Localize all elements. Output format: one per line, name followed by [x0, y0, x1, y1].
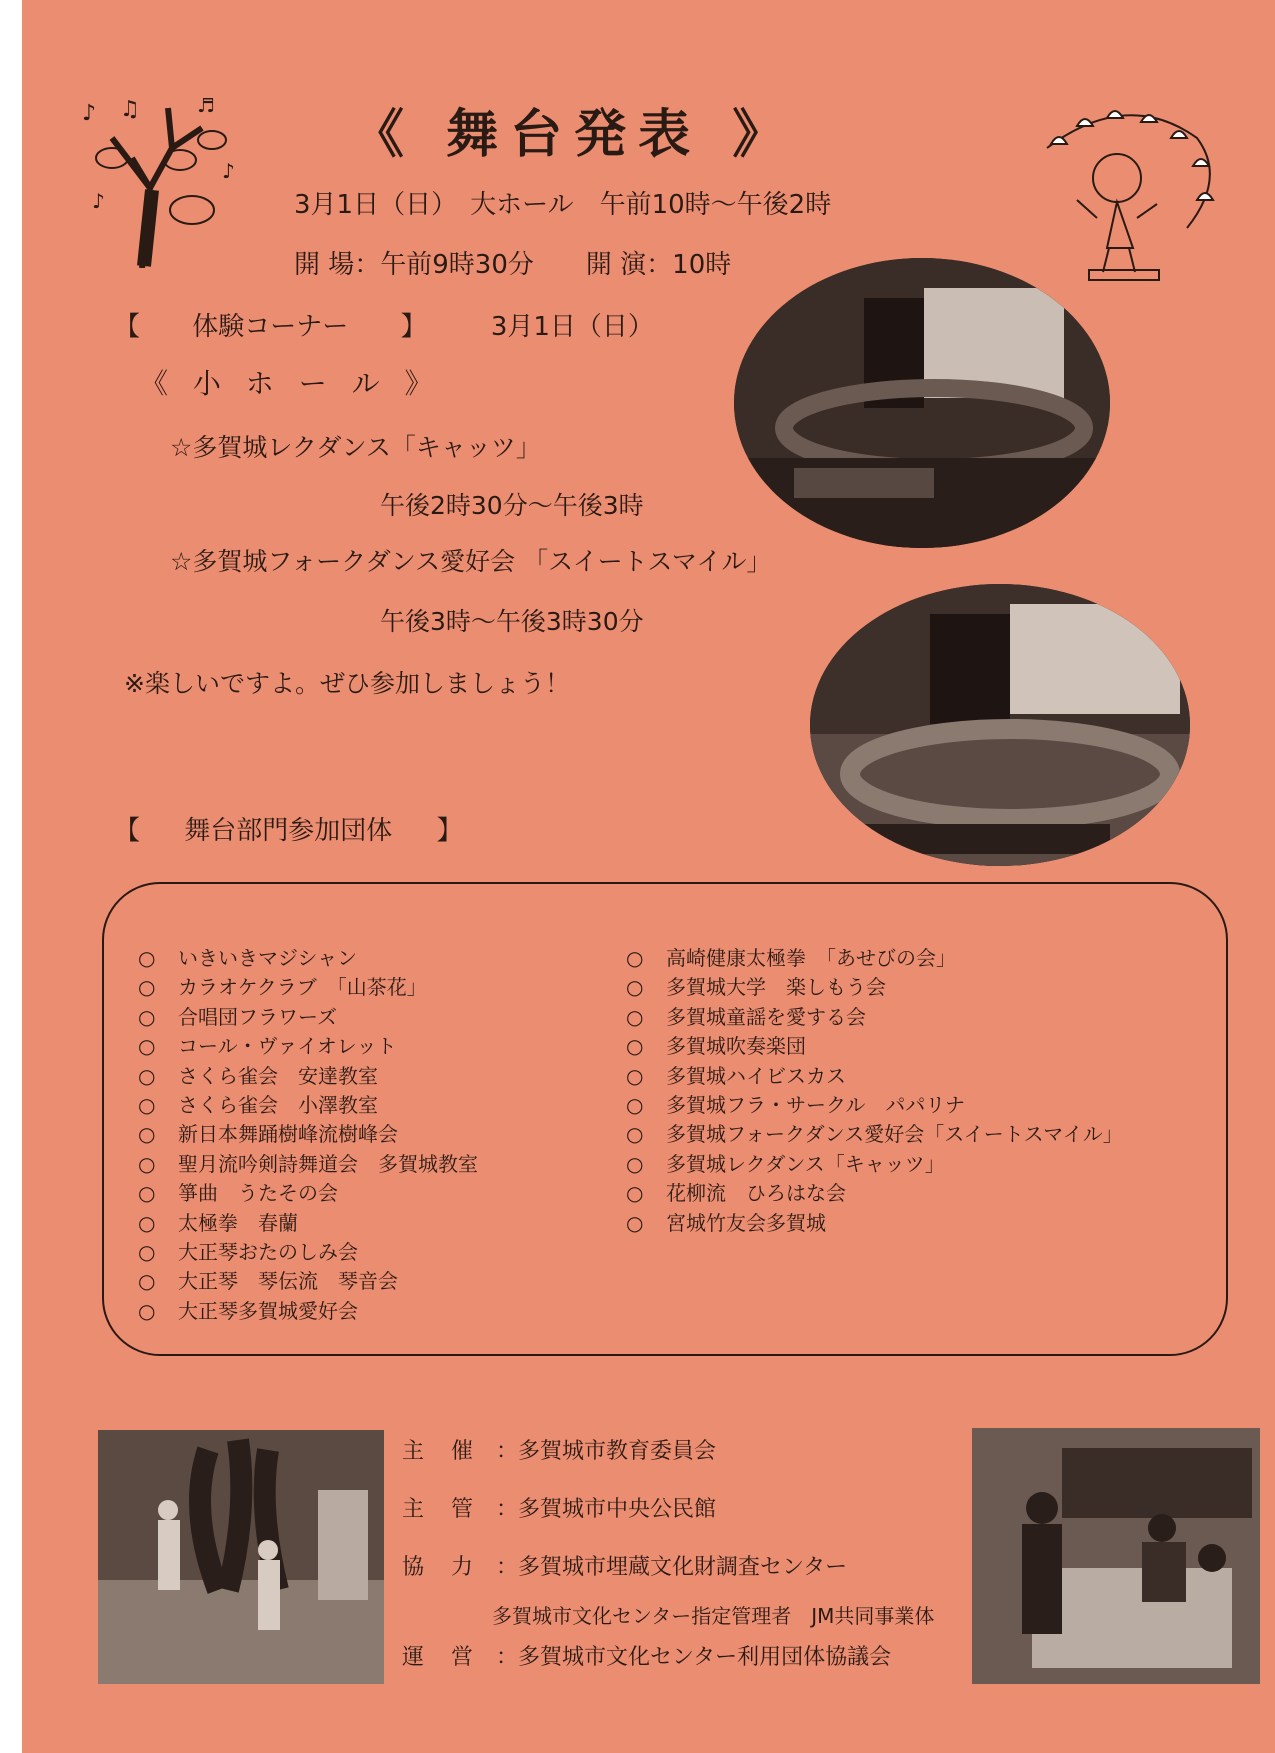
credit-coop-role: 協 力: [402, 1555, 483, 1580]
circle-bullet-icon: ○: [138, 1092, 156, 1117]
group-name: さくら雀会 小澤教室: [178, 1092, 378, 1117]
group-name: 新日本舞踊樹峰流樹峰会: [178, 1122, 398, 1147]
circle-bullet-icon: ○: [138, 1269, 156, 1294]
groups-list-left: [138, 944, 478, 1326]
group-item: [626, 1032, 1123, 1061]
circle-bullet-icon: ○: [138, 975, 156, 1000]
activity-1-time: 午後2時30分～午後3時: [380, 491, 644, 520]
group-name: 大正琴おたのしみ会: [178, 1239, 358, 1264]
credit-cooperation: [402, 1550, 847, 1581]
circle-bullet-icon: ○: [138, 1239, 156, 1264]
group-name: 合唱団フラワーズ: [178, 1004, 337, 1029]
invitation-note: ※楽しいですよ。ぜひ参加しましょう！: [124, 669, 570, 698]
group-name: 多賀城レクダンス「キャッツ」: [666, 1151, 945, 1176]
credit-host-name: ：多賀城市教育委員会: [496, 1439, 717, 1464]
girl-with-bells-illustration: [1037, 108, 1222, 284]
circle-bullet-icon: ○: [138, 1063, 156, 1088]
group-name: いきいきマジシャン: [178, 946, 358, 970]
group-item: [138, 1267, 478, 1296]
group-item: [626, 1120, 1123, 1149]
group-item: [626, 1091, 1123, 1120]
group-item: [138, 1091, 478, 1120]
circle-bullet-icon: ○: [626, 1151, 644, 1176]
group-item: [138, 1003, 478, 1032]
circle-bullet-icon: ○: [626, 1063, 644, 1088]
group-name: さくら雀会 安達教室: [178, 1063, 378, 1088]
credit-operation: [402, 1640, 891, 1671]
svg-text:♫: ♫: [120, 98, 140, 122]
group-name: 太極拳 春蘭: [178, 1210, 298, 1235]
group-name: 多賀城ハイビスカス: [666, 1063, 846, 1088]
circle-bullet-icon: ○: [138, 1004, 156, 1029]
music-tree-illustration: [72, 98, 242, 268]
activity-2-time: 午後3時～午後3時30分: [380, 607, 644, 636]
bracket-open: 【: [114, 816, 141, 846]
opening-times: 開 場：午前9時30分 開 演：10時: [294, 250, 732, 280]
group-item: [138, 1238, 478, 1267]
circle-bullet-icon: ○: [626, 1181, 644, 1206]
groups-list-right: [626, 944, 1123, 1238]
group-name: 聖月流吟剣詩舞道会 多賀城教室: [178, 1151, 478, 1176]
group-name: 多賀城フラ・サークル パパリナ: [666, 1092, 965, 1117]
credit-host-role: 主 催: [402, 1439, 483, 1464]
credit-coop-name: ：多賀城市埋蔵文化財調査センター: [496, 1555, 848, 1580]
bracket-open: 【: [114, 312, 141, 342]
svg-text:♪: ♪: [222, 159, 235, 183]
group-item: [626, 973, 1123, 1002]
group-item: [138, 1062, 478, 1091]
group-name: 多賀城吹奏楽団: [666, 1034, 806, 1059]
circle-bullet-icon: ○: [138, 1151, 156, 1176]
group-item: [138, 1150, 478, 1179]
bracket-close: 】: [400, 312, 427, 342]
participating-groups-box: [102, 882, 1228, 1356]
circle-bullet-icon: ○: [626, 946, 644, 970]
group-name: 大正琴 琴伝流 琴音会: [178, 1269, 398, 1294]
group-item: [138, 973, 478, 1002]
group-name: 宮城竹友会多賀城: [666, 1210, 826, 1235]
group-name: コール・ヴァイオレット: [178, 1034, 397, 1059]
group-name: カラオケクラブ 「山茶花」: [178, 975, 427, 1000]
circle-bullet-icon: ○: [626, 1004, 644, 1029]
group-name: 多賀城童謡を愛する会: [666, 1004, 866, 1029]
circle-bullet-icon: ○: [626, 1122, 644, 1147]
main-hall-schedule: 3月1日（日） 大ホール 午前10時～午後2時: [294, 190, 832, 220]
group-item: [138, 1179, 478, 1208]
experience-corner-date: 3月1日（日）: [490, 312, 654, 342]
activity-1-name: ☆多賀城レクダンス「キャッツ」: [170, 433, 541, 462]
small-hall-label: 《 小 ホ ー ル 》: [140, 367, 441, 400]
credit-manage-name: ：多賀城市中央公民館: [496, 1497, 717, 1522]
circle-bullet-icon: ○: [626, 1092, 644, 1117]
group-name: 箏曲 うたその会: [178, 1181, 338, 1206]
folk-dance-photo: [810, 584, 1190, 866]
circle-bullet-icon: ○: [138, 1210, 156, 1235]
circle-bullet-icon: ○: [626, 1210, 644, 1235]
group-name: 高崎健康太極拳 「あせびの会」: [666, 946, 956, 970]
group-name: 大正琴多賀城愛好会: [178, 1298, 358, 1323]
group-item: [626, 1209, 1123, 1238]
group-item: [138, 1297, 478, 1326]
group-item: [626, 1179, 1123, 1208]
group-item: [138, 944, 478, 973]
stage-groups-heading: [114, 810, 463, 847]
group-item: [138, 1209, 478, 1238]
circle-bullet-icon: ○: [138, 1298, 156, 1323]
exhibition-photo: [98, 1430, 384, 1684]
group-item: [626, 1003, 1123, 1032]
group-name: 花柳流 ひろはな会: [666, 1181, 846, 1206]
group-name: 多賀城フォークダンス愛好会「スイートスマイル」: [666, 1122, 1123, 1147]
experience-corner-heading: [114, 306, 654, 343]
group-item: [626, 1150, 1123, 1179]
credit-manage: [402, 1492, 716, 1523]
circle-bullet-icon: ○: [138, 946, 156, 970]
group-item: [626, 944, 1123, 973]
group-item: [138, 1120, 478, 1149]
credit-run-role: 運 営: [402, 1645, 483, 1670]
group-item: [138, 1032, 478, 1061]
svg-text:♪: ♪: [82, 101, 97, 126]
page-title: 《 舞台発表 》: [352, 105, 797, 165]
credit-run-name: ：多賀城市文化センター利用団体協議会: [496, 1645, 892, 1670]
svg-text:♪: ♪: [92, 189, 105, 213]
circle-bullet-icon: ○: [626, 975, 644, 1000]
circle-bullet-icon: ○: [138, 1181, 156, 1206]
flyer-sheet: [22, 0, 1275, 1753]
circle-bullet-icon: ○: [626, 1034, 644, 1059]
group-name: 多賀城大学 楽しもう会: [666, 975, 886, 1000]
svg-text:♬: ♬: [197, 98, 215, 117]
workshop-photo: [972, 1428, 1260, 1684]
bracket-close: 】: [436, 816, 463, 846]
circle-bullet-icon: ○: [138, 1034, 156, 1059]
experience-corner-label: 体験コーナー: [192, 312, 349, 342]
credit-manage-role: 主 管: [402, 1497, 483, 1522]
stage-groups-label: 舞台部門参加団体: [184, 816, 393, 846]
activity-2-name: ☆多賀城フォークダンス愛好会 「スイートスマイル」: [170, 547, 772, 576]
credit-cooperation-2: 多賀城市文化センター指定管理者 JM共同事業体: [492, 1604, 935, 1628]
circle-bullet-icon: ○: [138, 1122, 156, 1147]
credit-host: [402, 1434, 716, 1465]
group-item: [626, 1062, 1123, 1091]
hall-dance-photo: [734, 258, 1110, 548]
